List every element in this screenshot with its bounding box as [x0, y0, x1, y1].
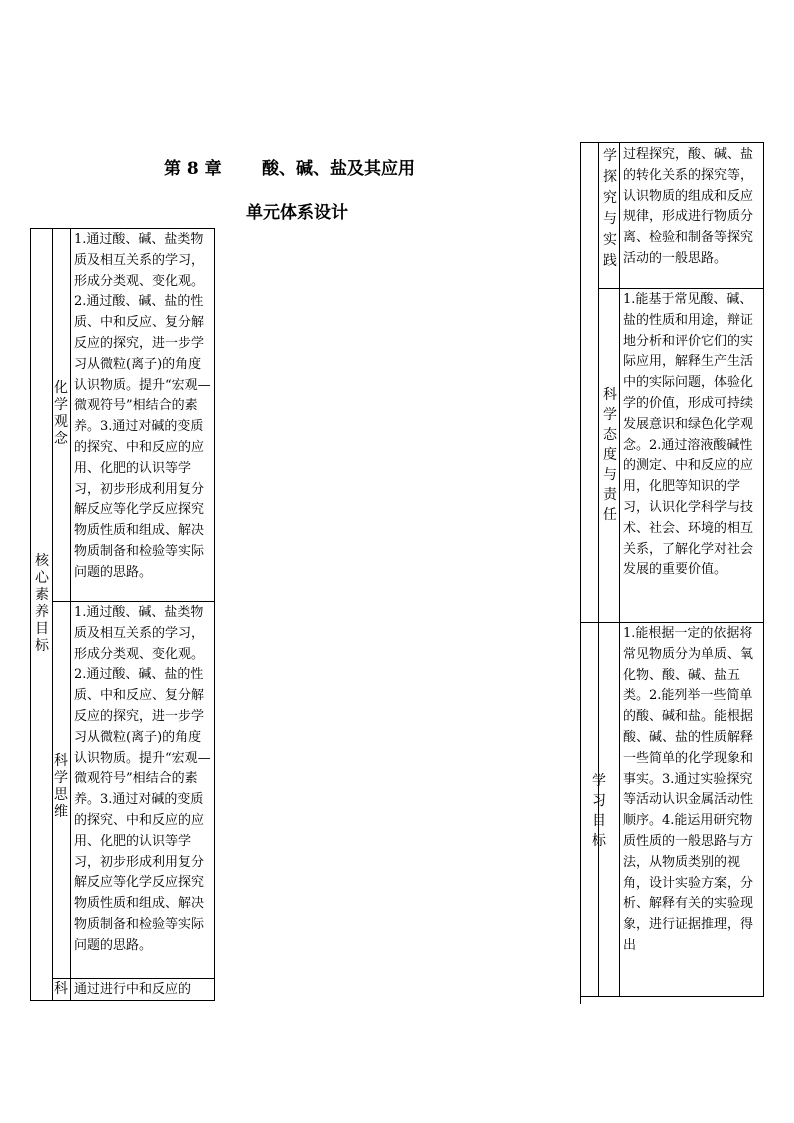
science-label: 科 — [54, 981, 68, 997]
core-literacy-label: 核心素养目标 — [35, 553, 49, 654]
scientific-thinking-text: 1.通过酸、碱、盐类物质及相互关系的学习，形成分类观、变化观。2.通过酸、碱、盐的性质、中和反应、复分解反应的探究，进一步学习从微粒(离子)的角度认识物质。提升“宏观—微观符号”相结合的素养。3.通过对碱的变质的探究、中和反应的应用、化肥的认识等学习，初步形成利用复分解反应等化学反应探究物质性质和组成、解决物质制备和检验等实际问题的思路。 — [74, 605, 211, 953]
chemistry-concept-text: 1.通过酸、碱、盐类物质及相互关系的学习，形成分类观、变化观。2.通过酸、碱、盐的性质、中和反应、复分解反应的探究，进一步学习从微粒(离子)的角度认识物质。提升“宏观—微观符号”相结合的素养。3.通过对碱的变质的探究、中和反应的应用、化肥的认识等学习，初步形成利用复分解反应等化学反应探究物质性质和组成、解决物质制备和检验等实际问题的思路。 — [74, 232, 211, 580]
page-subtitle: 单元体系设计 — [246, 203, 348, 223]
science-text: 通过进行中和反应的 — [74, 982, 192, 997]
scientific-thinking-label: 科学思维 — [54, 753, 68, 820]
inquiry-practice-label: 学探究与实践 — [603, 148, 617, 269]
inquiry-practice-text: 过程探究，酸、碱、盐的转化关系的探究等，认识物质的组成和反应规律，形成进行物质分离、检验和制备等探究活动的一般思路。 — [623, 147, 754, 266]
learning-goals-label: 学习目标 — [592, 773, 606, 849]
learning-goals-text: 1.能根据一定的依据将常见物质分为单质、氧化物、酸、碱、盐五类。2.能列举一些简单的酸、碱和盐。能根据酸、碱、盐的性质解释一些简单的化学现象和事实。3.通过实验探究等活动认识金属活动性顺序。4.能运用研究物质性质的一般思路与方法，从物质类别的视角，设计实验方案，分析、解释有关的实验现象，进行证据推理，得出 — [623, 626, 754, 953]
chapter-number: 第 8 章 — [164, 159, 222, 179]
chemistry-concept-label: 化学观念 — [54, 380, 68, 447]
attitude-responsibility-text: 1.能基于常见酸、碱、盐的性质和用途，辩证地分析和评价它们的实际应用，解释生产生活中的实际问题，体验化学的价值，形成可持续发展意识和绿色化学观念。2.通过溶液酸碱性的测定、中和反应的应用，化肥等知识的学习，认识化学科学与技术、社会、环境的相互关系，了解化学对社会发展的重要价值。 — [623, 292, 754, 578]
attitude-responsibility-label: 科学态度与责任 — [603, 387, 617, 523]
right-page-edge — [580, 142, 581, 1004]
chapter-title: 酸、碱、盐及其应用 — [262, 159, 415, 179]
